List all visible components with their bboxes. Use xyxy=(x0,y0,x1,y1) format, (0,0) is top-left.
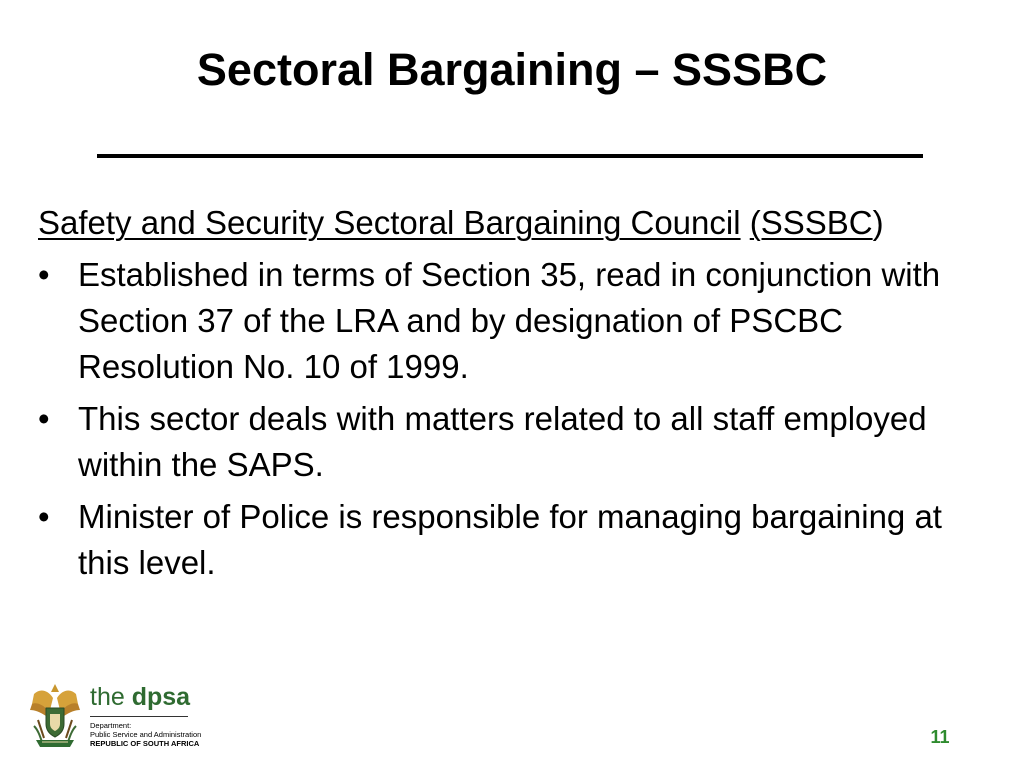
bullet-list xyxy=(38,252,978,586)
bullet-item xyxy=(38,252,978,390)
dept-line-2: Public Service and Administration xyxy=(90,730,202,739)
section-heading xyxy=(38,200,978,246)
brand-name: dpsa xyxy=(131,683,191,711)
coat-of-arms-icon xyxy=(26,680,84,750)
brand-prefix: the xyxy=(90,683,125,711)
bullet-text: Established in terms of Section 35, read in conjunction with Section 37 of the LRA and by designation of PSCBC Resolution No. 10 of 1999. xyxy=(78,256,941,385)
bullet-item xyxy=(38,396,978,488)
page-number: 11 xyxy=(930,727,950,747)
heading-council-name: Safety and Security Sectoral Bargaining Council xyxy=(38,204,741,241)
bullet-marker: • xyxy=(38,400,50,437)
department-text xyxy=(90,721,201,748)
bullet-item xyxy=(38,494,978,586)
slide-title: Sectoral Bargaining – SSSBC xyxy=(196,44,828,95)
dpsa-wordmark xyxy=(90,682,190,712)
dpsa-logo xyxy=(26,680,202,750)
logo-divider xyxy=(90,716,188,717)
dept-line-3: REPUBLIC OF SOUTH AFRICA xyxy=(90,739,200,748)
bullet-text: Minister of Police is responsible for managing bargaining at this level. xyxy=(78,498,942,581)
title-underline-rule xyxy=(97,154,923,158)
dept-line-1: Department: xyxy=(90,721,132,730)
bullet-marker: • xyxy=(38,498,50,535)
heading-close-paren: ) xyxy=(872,204,884,241)
bullet-text: This sector deals with matters related to all staff employed within the SAPS. xyxy=(78,400,927,483)
heading-abbreviation: (SSSBC xyxy=(749,204,873,241)
bullet-marker: • xyxy=(38,256,50,293)
slide-body xyxy=(38,200,978,592)
